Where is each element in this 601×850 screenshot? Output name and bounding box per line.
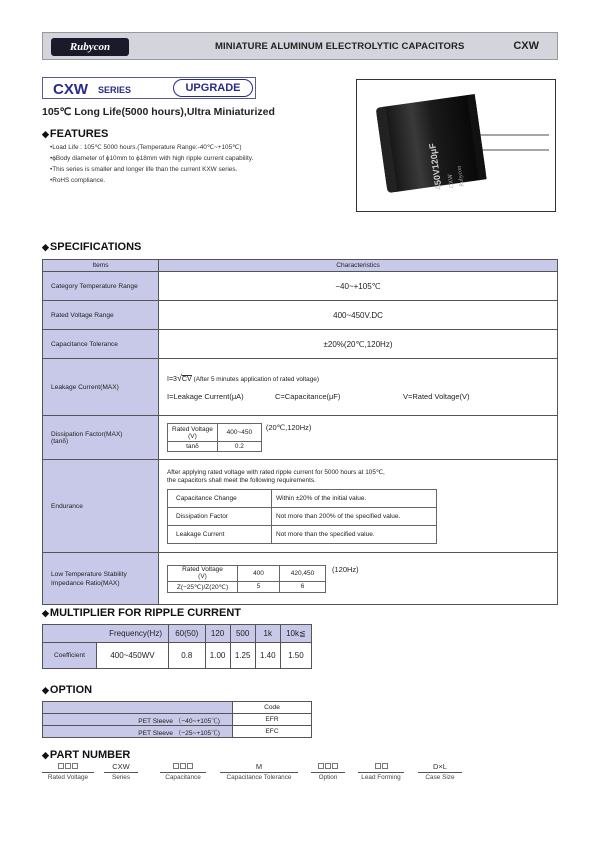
table-row: Rated Voltage Range 400~450V.DC: [43, 301, 558, 330]
diamond-icon: ◆: [42, 242, 49, 252]
series-box: [42, 77, 256, 99]
table-row: PET Sleeve （−40~+105℃) EFR: [43, 714, 312, 726]
subtitle: 105℃ Long Life(5000 hours),Ultra Miniaturized: [42, 106, 275, 118]
diamond-icon: ◆: [42, 685, 49, 695]
table-row: Dissipation Factor(MAX) (tanδ) Rated Voltage (V) 400~450 tanδ 0.2 (20℃,120Hz): [43, 416, 558, 460]
diamond-icon: ◆: [42, 608, 49, 618]
capacitor-series-marking: CXW: [447, 173, 456, 189]
leakage-formula: I=3√CV (After 5 minutes application of rated voltage): [167, 373, 319, 383]
header-title: MINIATURE ALUMINUM ELECTROLYTIC CAPACITORS: [215, 41, 465, 52]
table-row: Leakage Current(MAX) I=3√CV (After 5 minutes application of rated voltage) I=Leakage Current(μA) C=Capacitance(μF) V=Rated Voltage(V): [43, 359, 558, 416]
table-row: Low Temperature Stability Impedance Ratio(MAX) Rated Voltage (V) 400 420,450 Z(−25℃)/Z(20℃) 5 6 (120Hz): [43, 553, 558, 605]
dissipation-table: Rated Voltage (V) 400~450 tanδ 0.2: [167, 423, 262, 452]
feature-item: •This series is smaller and longer life than the current KXW series.: [50, 166, 238, 173]
specifications-table: [42, 259, 558, 605]
header-series-code: CXW: [513, 40, 539, 52]
table-row: Endurance After applying rated voltage with rated ripple current for 5000 hours at 105℃, the capacitors shall meet the following requirements. Capacitance Change Within ±20% of the initial value. Dissipation Factor Not more than 200% of the specified value. Leakage Current Not more than the specified value.: [43, 460, 558, 553]
product-photo: [356, 79, 556, 212]
col-items: Items: [43, 260, 159, 272]
table-row: Capacitance Tolerance ±20%(20℃,120Hz): [43, 330, 558, 359]
table-row: Code: [43, 702, 312, 714]
option-table: [42, 701, 312, 738]
capacitor-brand-marking: Rubycon: [456, 165, 466, 188]
specifications-heading: ◆SPECIFICATIONS: [42, 241, 142, 253]
feature-item: •Load Life : 105℃ 5000 hours.(Temperature Range:-40℃~+105℃): [50, 144, 242, 151]
feature-item: •RoHS compliance.: [50, 177, 106, 184]
col-characteristics: Characteristics: [159, 260, 558, 272]
features-list: [50, 142, 253, 186]
part-field-series: CXW Series: [104, 762, 138, 781]
ripple-table: [42, 624, 312, 669]
table-header-row: [43, 260, 558, 272]
endurance-table: Capacitance Change Within ±20% of the initial value. Dissipation Factor Not more than 200% of the specified value. Leakage Current Not more than the specified value.: [167, 489, 437, 544]
series-name: CXW: [53, 81, 88, 98]
part-field-case-size: D×L Case Size: [418, 762, 462, 781]
part-field-capacitance-tolerance: M Capacitance Tolerance: [220, 762, 298, 781]
upgrade-badge: UPGRADE: [173, 79, 253, 97]
series-label: SERIES: [98, 85, 132, 95]
part-field-rated-voltage: Rated Voltage: [42, 762, 94, 781]
table-row: Category Temperature Range −40~+105℃: [43, 272, 558, 301]
diamond-icon: ◆: [42, 129, 49, 139]
capacitor-image: [357, 80, 554, 210]
table-row: Frequency(Hz) 60(50) 120 500 1k 10k≦: [43, 625, 312, 643]
brand-logo: Rubycon: [51, 38, 129, 56]
page-header: [42, 32, 558, 60]
part-field-option: Option: [311, 762, 345, 781]
leakage-definitions: I=Leakage Current(μA) C=Capacitance(μF) V=Rated Voltage(V): [167, 392, 470, 401]
table-row: Coefficient 400~450WV 0.8 1.00 1.25 1.40 1.50: [43, 643, 312, 669]
option-heading: ◆OPTION: [42, 684, 93, 696]
diamond-icon: ◆: [42, 750, 49, 760]
features-heading: ◆FEATURES: [42, 128, 109, 140]
part-number-heading: ◆PART NUMBER: [42, 749, 131, 761]
impedance-table: Rated Voltage (V) 400 420,450 Z(−25℃)/Z(20℃) 5 6: [167, 565, 326, 593]
feature-item: •ϕBody diameter of ϕ10mm to ϕ18mm with high ripple current capability.: [50, 155, 254, 162]
capacitor-marking: 450V120μF: [427, 142, 444, 191]
table-row: PET Sleeve （−25~+105℃) EFC: [43, 726, 312, 738]
part-field-lead-forming: Lead Forming: [358, 762, 404, 781]
part-field-capacitance: Capacitance: [160, 762, 206, 781]
ripple-heading: ◆MULTIPLIER FOR RIPPLE CURRENT: [42, 607, 241, 619]
